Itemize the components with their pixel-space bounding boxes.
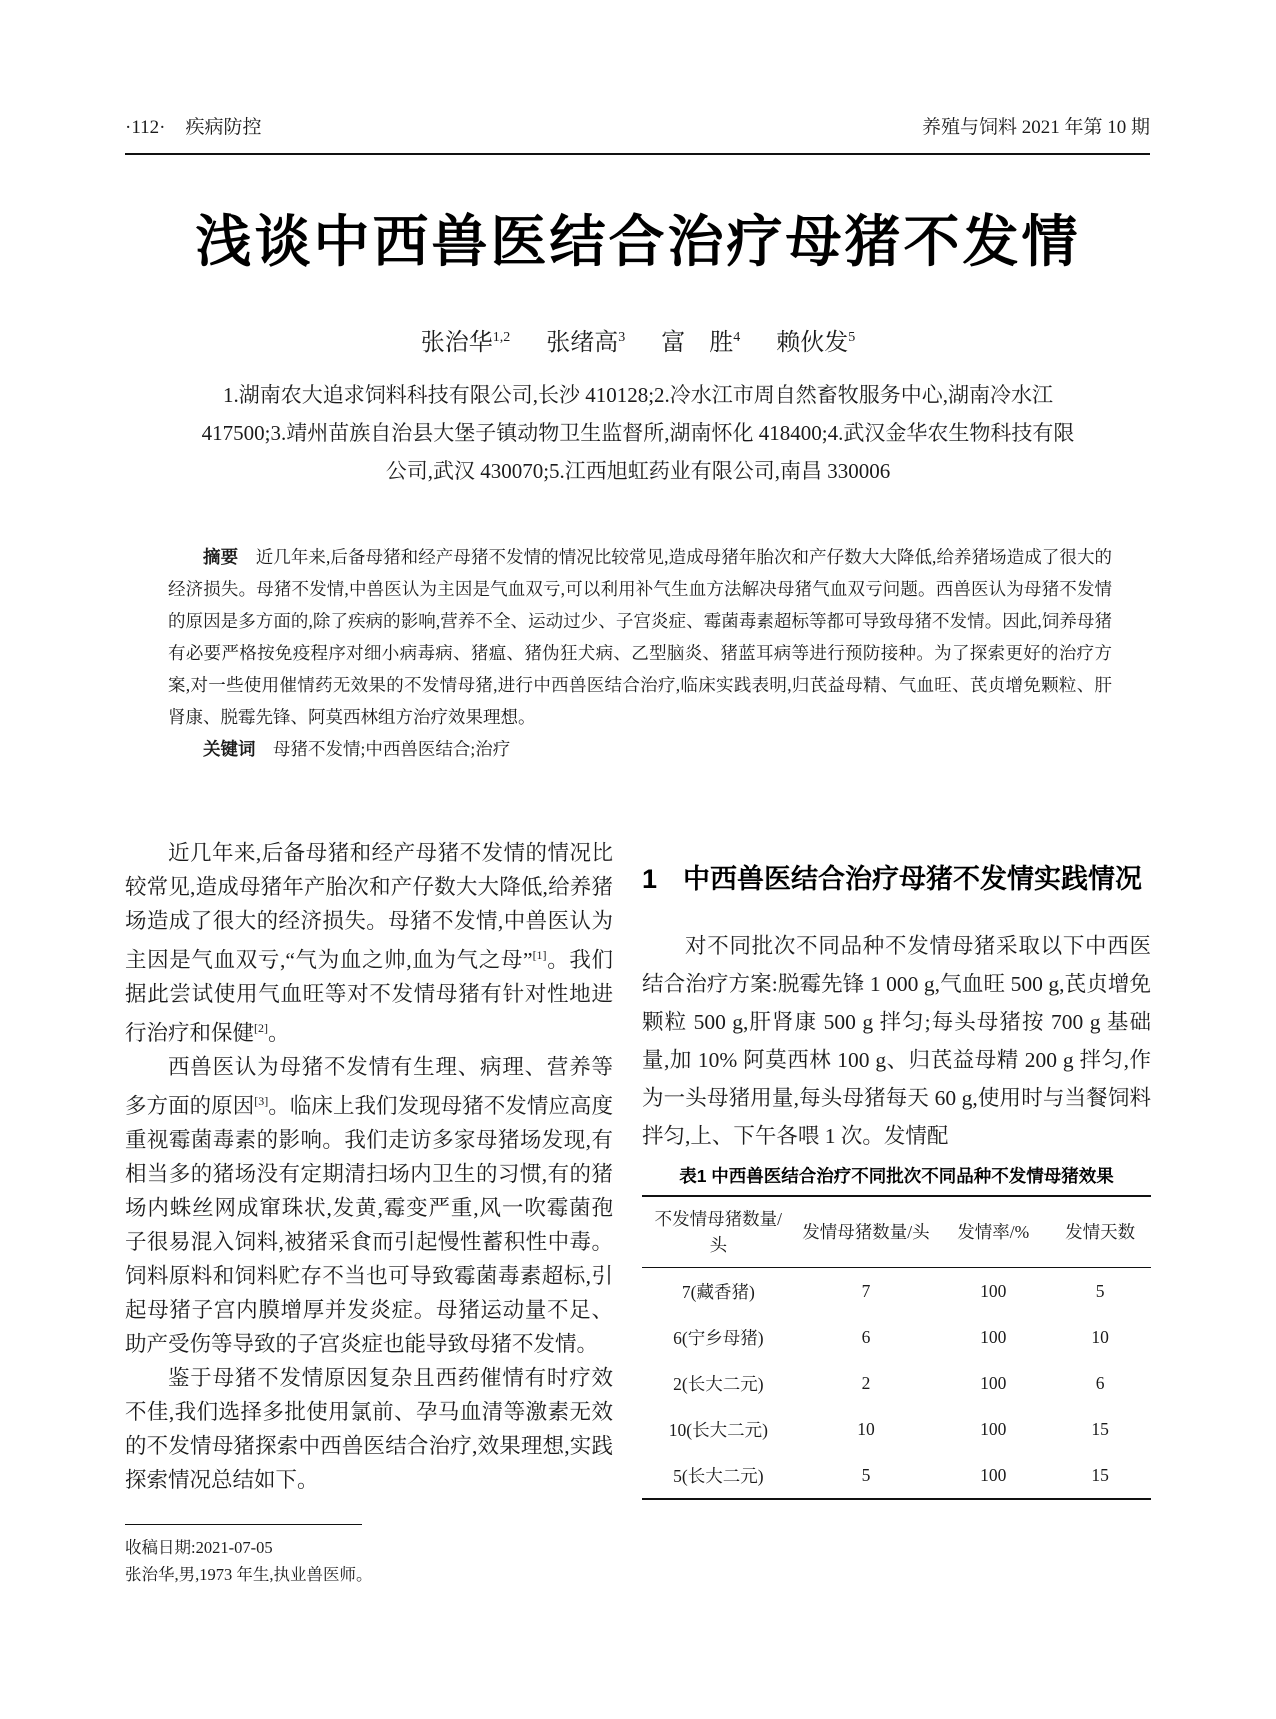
table-cell: 7 — [861, 1280, 871, 1301]
table-cell: 10 — [857, 1418, 875, 1439]
table-header-row — [642, 1196, 1151, 1268]
keywords-text: 母猪不发情;中西兽医结合;治疗 — [273, 739, 511, 759]
table-cell: 2(长大二元) — [673, 1373, 764, 1394]
table-cell: 6 — [861, 1326, 871, 1347]
body-paragraph: 近几年来,后备母猪和经产母猪不发情的情况比较常见,造成母猪年产胎次和产仔数大大降低,给养猪场造成了很大的经济损失。母猪不发情,中兽医认为主因是气血双亏,“气为血之帅,血为气之母”[1]。我们据此尝试使用气血旺等对不发情母猪有针对性地进行治疗和保健[2]。 — [125, 841, 613, 1046]
table-cell: 5 — [1095, 1280, 1105, 1301]
abstract-label: 摘要 — [203, 547, 239, 567]
body-paragraph: 鉴于母猪不发情原因复杂且西药催情有时疗效不佳,我们选择多批使用氯前、孕马血清等激素无效的不发情母猪探索中西兽医结合治疗,效果理想,实践探索情况总结如下。 — [125, 1366, 613, 1493]
table-cell: 10(长大二元) — [668, 1419, 768, 1440]
table-column-header: 发情天数 — [1049, 1196, 1151, 1268]
affiliation-line: 1.湖南农大追求饲料科技有限公司,长沙 410128;2.冷水江市周自然畜牧服务中心,湖南冷水江 — [222, 383, 1054, 407]
right-column — [642, 836, 1151, 1500]
column-section-name: 疾病防控 — [185, 117, 262, 138]
table-1-caption: 表1 中西兽医结合治疗不同批次不同品种不发情母猪效果 — [679, 1166, 1114, 1186]
abstract-block — [168, 541, 1112, 765]
table-cell: 10 — [1091, 1326, 1109, 1347]
received-date: 收稿日期:2021-07-05 — [125, 1538, 273, 1557]
table-cell: 5(长大二元) — [673, 1465, 764, 1486]
running-head — [125, 112, 1150, 139]
abstract-text: 近几年来,后备母猪和经产母猪不发情的情况比较常见,造成母猪年胎次和产仔数大大降低,给养猪场造成了很大的经济损失。母猪不发情,中兽医认为主因是气血双亏,可以利用补气生血方法解决母猪气血双亏问题。西兽医认为母猪不发情的原因是多方面的,除了疾病的影响,营养不全、运动过少、子宫炎症、霉菌毒素超标等都可导致母猪不发情。因此,饲养母猪有必要严格按免疫程序对细小病毒病、猪瘟、猪伪狂犬病、乙型脑炎、猪蓝耳病等进行预防接种。为了探索更好的治疗方案,对一些使用催情药无效果的不发情母猪,进行中西兽医结合治疗,临床实践表明,归芪益母精、气血旺、芪贞增免颗粒、肝肾康、脱霉先锋、阿莫西林组方治疗效果理想。 — [168, 547, 1113, 727]
table-cell: 7(藏香猪) — [681, 1281, 755, 1302]
table-row — [642, 1406, 1151, 1452]
section-1-paragraph: 对不同批次不同品种不发情母猪采取以下中西医结合治疗方案:脱霉先锋 1 000 g,气血旺 500 g,芪贞增免颗粒 500 g,肝肾康 500 g 拌匀;每头母猪按 700 g 基础量,加 10% 阿莫西林 100 g、归芪益母精 200 g 拌匀,作为一头母猪用量,每头母猪每天 60 g,使用时与当餐饲料拌匀,上、下午各喂 1 次。发情配 — [642, 934, 1151, 1148]
table-cell: 100 — [980, 1372, 1007, 1393]
page-number: ·112· — [125, 117, 166, 138]
table-cell: 100 — [980, 1418, 1007, 1439]
table-cell: 15 — [1091, 1418, 1109, 1439]
affiliation-line: 公司,武汉 430070;5.江西旭虹药业有限公司,南昌 330006 — [385, 459, 891, 483]
citation-ref: [1] — [532, 948, 547, 962]
abstract-paragraph — [168, 541, 1112, 733]
footnote-block — [125, 1524, 613, 1588]
author-affiliation-sup: 5 — [848, 330, 856, 345]
table-cell: 2 — [861, 1372, 871, 1393]
author-affiliation-sup: 1,2 — [492, 330, 511, 345]
table-1 — [642, 1195, 1151, 1500]
table-cell: 100 — [980, 1280, 1007, 1301]
body-paragraph: 西兽医认为母猪不发情有生理、病理、营养等多方面的原因[3]。临床上我们发现母猪不发情应高度重视霉菌毒素的影响。我们走访多家母猪场发现,有相当多的猪场没有定期清扫场内卫生的习惯,有的猪场内蛛丝网成窜珠状,发黄,霉变严重,风一吹霉菌孢子很易混入饲料,被猪采食而引起慢性蓄积性中毒。饲料原料和饲料贮存不当也可导致霉菌毒素超标,引起母猪子宫内膜增厚并发炎症。母猪运动量不足、助产受伤等导致的子宫炎症也能导致母猪不发情。 — [125, 1055, 613, 1357]
section-1-heading — [642, 858, 1151, 901]
running-head-left — [125, 112, 261, 139]
header-rule — [125, 153, 1150, 155]
body-columns — [125, 836, 1151, 1500]
table-cell: 5 — [861, 1464, 871, 1485]
table-column-header: 发情母猪数量/头 — [795, 1196, 938, 1268]
first-author-bio: 张治华,男,1973 年生,执业兽医师。 — [125, 1565, 373, 1584]
table-column-header: 发情率/% — [937, 1196, 1049, 1268]
table-cell: 100 — [980, 1326, 1007, 1347]
table-row — [642, 1360, 1151, 1406]
section-number: 1 — [642, 864, 658, 894]
journal-issue-info: 养殖与饲料 2021 年第 10 期 — [921, 117, 1150, 138]
left-column-paragraphs — [125, 836, 613, 1500]
keywords-label: 关键词 — [203, 739, 256, 759]
author-list — [0, 322, 1276, 357]
section-heading-text: 中西兽医结合治疗母猪不发情实践情况 — [683, 864, 1143, 894]
article-title: 浅谈中西兽医结合治疗母猪不发情 — [195, 210, 1081, 273]
author-name: 张治华$^{1,2}$ — [420, 330, 511, 356]
table-body — [642, 1268, 1151, 1500]
table-row — [642, 1452, 1151, 1499]
table-row — [642, 1268, 1151, 1315]
table-1-wrap — [642, 1163, 1151, 1500]
table-row — [642, 1314, 1151, 1360]
author-name: 富 胜$^4$ — [661, 330, 741, 356]
table-cell: 15 — [1091, 1464, 1109, 1485]
table-cell: 100 — [980, 1464, 1007, 1485]
affiliation-line: 417500;3.靖州苗族自治县大堡子镇动物卫生监督所,湖南怀化 418400;4.武汉金华农生物科技有限 — [201, 421, 1075, 445]
author-name: 张绪高$^3$ — [546, 330, 626, 356]
table-column-header: 不发情母猪数量/头 — [642, 1196, 795, 1268]
citation-ref: [2] — [254, 1021, 269, 1036]
author-affiliation-sup: 3 — [618, 330, 626, 345]
table-cell: 6(宁乡母猪) — [673, 1327, 764, 1348]
table-cell: 6 — [1095, 1372, 1105, 1393]
affiliation-block — [115, 376, 1161, 490]
citation-ref: [3] — [254, 1094, 269, 1109]
footnote-rule — [125, 1524, 362, 1525]
author-affiliation-sup: 4 — [733, 330, 741, 345]
keywords-line — [168, 733, 1112, 765]
author-name: 赖伙发$^5$ — [776, 330, 856, 356]
